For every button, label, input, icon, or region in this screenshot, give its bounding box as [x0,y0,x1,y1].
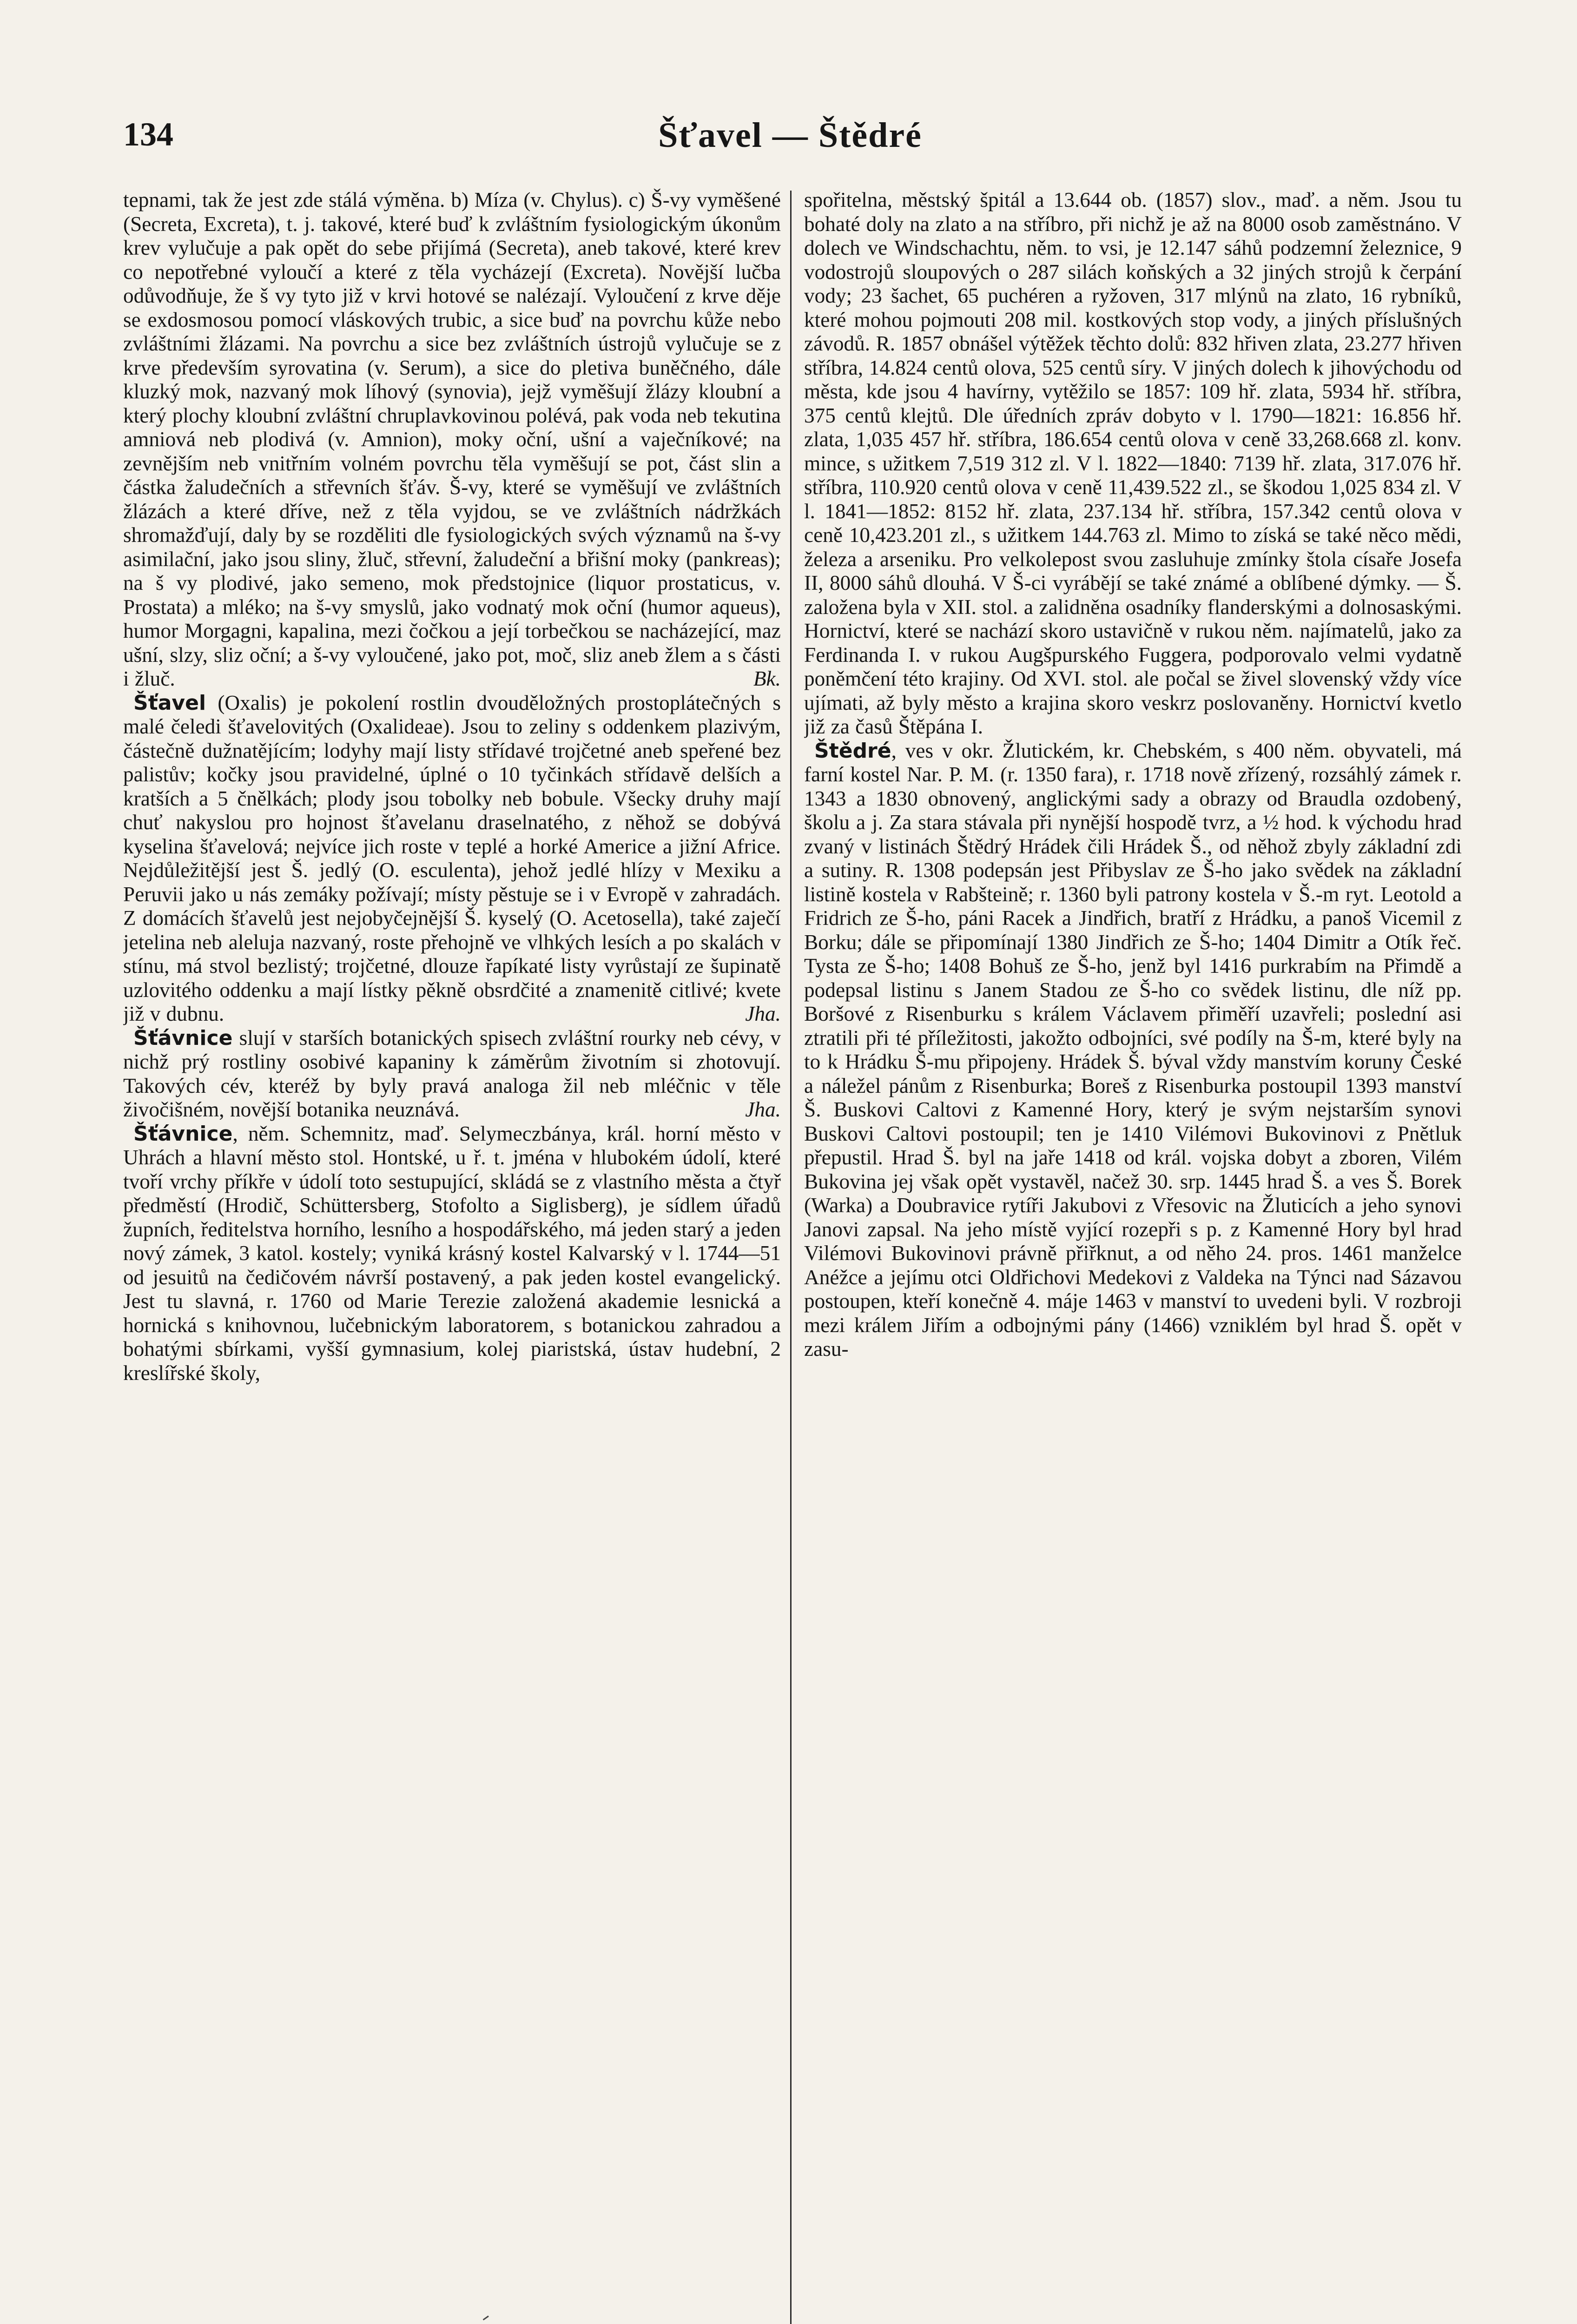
entry-text: , něm. Schemnitz, maď. Selymeczbánya, král. horní město v Uhrách a hlavní město stol. Hontské, u ř. t. jména v hlubokém údolí, které tvoří vrchy příkře v údolí toto sestupující, skládá se z vlastního města a čtyř předměstí (Hrodič, Schüttersberg, Stofolto a Siglisberg), je sídlem úřadů župních, ředitelstva horního, lesního a hospodářského, má jeden starý a jeden nový zámek, 3 katol. kostely; vyniká krásný kostel Kalvarský v l. 1744—51 od jesuitů na čedičovém návrší postavený, a pak jeden kostel evangelický. Jest tu slavná, r. 1760 od Marie Terezie založená akademie lesnická a hornická s knihovnou, lučebnickým laboratorem, s botanickou zahradou a bohatými sbírkami, vyšší gymnasium, kolej piaristská, ústav hudební, 2 kreslířské školy, [123,1122,781,1385]
entry-headword: Štědré [814,739,891,763]
page-header [123,115,1457,176]
entry-paragraph [123,1122,781,1386]
entry-paragraph [123,188,781,691]
entry-paragraph [804,188,1462,739]
entry-headword: Šťavel [133,691,206,715]
entry-paragraph [804,739,1462,1361]
entry-text: tepnami, tak že jest zde stálá výměna. b) Míza (v. Chylus). c) Š-vy vyměšené (Secreta, Excreta), t. j. takové, které buď k zvláštním fysiologickým úkonům krev vylučuje a pak opět do sebe přijímá (Secreta), aneb takové, které krev co nepotřebné vyloučí a které z těla vycházejí (Excreta). Novější lučba odůvodňuje, že š vy tyto již v krvi hotové se nalézají. Vyloučení z krve děje se exdosmosou pomocí vláskových trubic, a sice buď na povrchu kůže nebo zvláštními žlázami. Na povrchu a sice bez zvláštních ústrojů vylučuje se z krve především syrovatina (v. Serum), a sice do pletiva buněčného, dále kluzký mok, nazvaný mok líhový (synovia), jejž vyměšují žlázy kloubní a který plochy kloubní zvláštní chruplavkovinou polévá, pak voda neb tekutina amniová neb plodivá (v. Amnion), moky oční, ušní a vaječníkové; na zevnějším neb vnitřním volném povrchu těla vyměšují se pot, část slin a částka žaludečních a střevních šťáv. Š-vy, které se vyměšují ve zvláštních žlázách a které dříve, než z těla vyjdou, se ve zvláštních nádržkách shromažďují, daly by se rozděliti dle fysiologických svých významů na š-vy asimilační, jako jsou sliny, žluč, střevní, žaludeční a břišní moky (pankreas); na š vy plodivé, jako semeno, mok předstojnice (liquor prostaticus, v. Prostata) a mléko; na š-vy smyslů, jako vodnatý mok oční (humor aqueus), humor Morgagni, kapalina, mezi čočkou a její torbečkou se nacházející, maz ušní, slzy, sliz oční; a š-vy vyloučené, jako pot, moč, sliz aneb žlem a s části i žluč. [123,188,781,690]
author-signature: Bk. [753,667,781,690]
left-column [123,188,781,2324]
page-number: 134 [123,116,173,153]
entry-text: spořitelna, městský špitál a 13.644 ob. (1857) slov., maď. a něm. Jsou tu bohaté doly na zlato a na stříbro, při nichž je až na 8000 osob zaměstnáno. V dolech ve Windschachtu, něm. to vsi, je 12.147 sáhů podzemní železnice, 9 vodostrojů sloupových o 287 silách koňských a 32 jiných strojů k čerpání vody; 23 šachet, 65 puchéren a ryžoven, 317 mlýnů na zlato, 16 rybníků, které mohou pojmouti 208 mil. kostkových stop vody, a jiných příslušných závodů. R. 1857 obnášel výtěžek těchto dolů: 832 hřiven zlata, 23.277 hřiven stříbra, 14.824 centů olova, 525 centů síry. V jiných dolech k jihovýchodu od města, kde jsou 4 havírny, vytěžilo se 1857: 109 hř. zlata, 5934 hř. stříbra, 375 centů klejtů. Dle úředních zpráv dobyto v l. 1790—1821: 16.856 hř. zlata, 1,035 457 hř. stříbra, 186.654 centů olova v ceně 33,268.668 zl. konv. mince, s užitkem 7,519 312 zl. V l. 1822—1840: 7139 hř. zlata, 317.076 hř. stříbra, 110.920 centů olova v ceně 11,439.522 zl., se škodou 1,025 834 zl. V l. 1841—1852: 8152 hř. zlata, 237.134 hř. stříbra, 157.342 centů olova v ceně 10,423.201 zl., s užitkem 144.763 zl. Mimo to získá se také něco mědi, železa a arseniku. Pro velkolepost svou zasluhuje zmínky štola císaře Josefa II, 8000 sáhů dlouhá. V Š-ci vyrábějí se také známé a oblíbené dýmky. — Š. založena byla v XII. stol. a zalidněna osadníky flanderskými a dolnosaskými. Hornictví, které se nachází skoro ustavičně v rukou něm. najímatelů, jako za Ferdinanda I. v rukou Augšpurského Fuggera, podporovalo velmi vydatně poněmčení této krajiny. Od XVI. stol. ale počal se živel slovenský vždy více ujímati, až byly město a krajina skoro veskrz poslovaněny. Hornictví kvetlo již za časů Štěpána I. [804,188,1462,738]
entry-text: slují v starších botanických spisech zvláštní rourky neb cévy, v nichž prý rostliny osobivé kapaniny k záměrům životním si zhotovují. Takových cév, kteréž by byly pravá analoga žil neb mléčnic v těle živočišném, novější botanika neuznává. [123,1026,781,1121]
entry-text: (Oxalis) je pokolení rostlin dvouděložných prostoplátečných s malé čeledi šťavelovitých (Oxalideae). Jsou to zeliny s oddenkem plazivým, částečně dužnatějícím; lodyhy mají listy střídavé trojčetné aneb speřené bez palistův; kočky jsou pravidelné, úplné o 10 tyčinkách střídavě delších a kratších a 5 čnělkách; plody jsou tobolky neb bobule. Všecky druhy mají chuť nakyslou pro hojnost šťavelanu draselnatého, z něhož se dobývá kyselina šťavelová; nejvíce jich roste v teplé a horké Americe a jižní Africe. Nejdůležitější jest Š. jedlý (O. esculenta), jehož jedlé hlízy v Mexiku a Peruvii jako u nás zemáky požívají; místy pěstuje se i v Evropě v zahradách. Z domácích šťavelů jest nejobyčejnější Š. kyselý (O. Acetosella), také zaječí jetelina neb aleluja nazvaný, roste přehojně ve vlhkých lesích a po skalách v stínu, má stvol bezlistý; trojčetné, dlouze řapíkaté listy vyrůstají ze šupinatě uzlovitého oddenku a mají lístky pěkně obsrdčité a znamenitě citlivé; kvete již v dubnu. [123,691,781,1025]
column-divider [790,191,792,2324]
author-signature: Jha. [745,1002,781,1025]
entry-paragraph [123,691,781,1026]
entry-headword: Šťávnice [133,1026,233,1050]
entry-headword: Šťávnice [133,1122,233,1146]
entry-paragraph [123,1026,781,1122]
author-signature: Jha. [745,1098,781,1121]
right-column [804,188,1462,2324]
entry-text: , ves v okr. Žlutickém, kr. Chebském, s 400 něm. obyvateli, má farní kostel Nar. P. M. (r. 1350 fara), r. 1718 nově zřízený, rozsáhlý zámek r. 1343 a 1830 obnovený, anglickými sady a obrazy od Braudla ozdobený, školu a j. Za stara stávala při nynější hospodě tvrz, a ½ hod. k východu hrad zvaný v listinách Štědrý Hrádek čili Hrádek Š., od něhož zbyly základní zdi a sutiny. R. 1308 podepsán jest Přibyslav ze Š-ho jako svědek na základní listině kostela v Rabšteině; r. 1360 byli patrony kostela v Š.-m ryt. Leotold a Fridrich ze Š-ho, páni Racek a Jindřich, bratří z Hrádku, a panoš Vicemil z Borku; dále se připomínají 1380 Jindřich ze Š-ho; 1404 Dimitr a Otík řeč. Tysta ze Š-ho; 1408 Bohuš ze Š-ho, jenž byl 1416 purkrabím na Přimdě a podepsal listinu s Janem Stadou ze Š-ho co svědek listinu, dle níž pp. Boršové z Risenburku s králem Václavem přiměří uzavřeli; poslední asi ztratili při té příležitosti, jakožto odbojníci, své podíly na Š-m, které byly na to k Hrádku Š-mu připojeny. Hrádek Š. býval vždy manstvím koruny České a náležel pánům z Risenburka; Boreš z Risenburka postoupil 1393 manství Š. Buskovi Caltovi z Kamenné Hory, který je svým nejstarším synovi Buskovi Caltovi postoupil; ten je 1410 Vilémovi Bukovinovi z Pnětluk přepustil. Hrad Š. byl na jaře 1418 od král. vojska dobyt a zboren, Vilém Bukovina jej však opět vystavěl, načež 30. srp. 1445 hrad Š. a ves Š. Borek (Warka) a Doubravice rytíři Jakubovi z Vřesovic na Žluticích a jeho synovi Janovi zapsal. Na jeho místě vyjící rozepři s p. z Kamenné Hory byl hrad Vilémovi Bukovinovi právně přiřknut, a od něho 24. pros. 1461 manželce Anéžce a jejímu otci Oldřichovi Medekovi z Valdeka na Týnci nad Sázavou postoupen, kteří konečně 4. máje 1463 v manství to uvedeni byli. V rozbroji mezi králem Jiřím a odbojnými pány (1466) vzniklém byl hrad Š. opět v zasu- [804,739,1462,1360]
running-head: Šťavel — Štědré [658,116,922,155]
